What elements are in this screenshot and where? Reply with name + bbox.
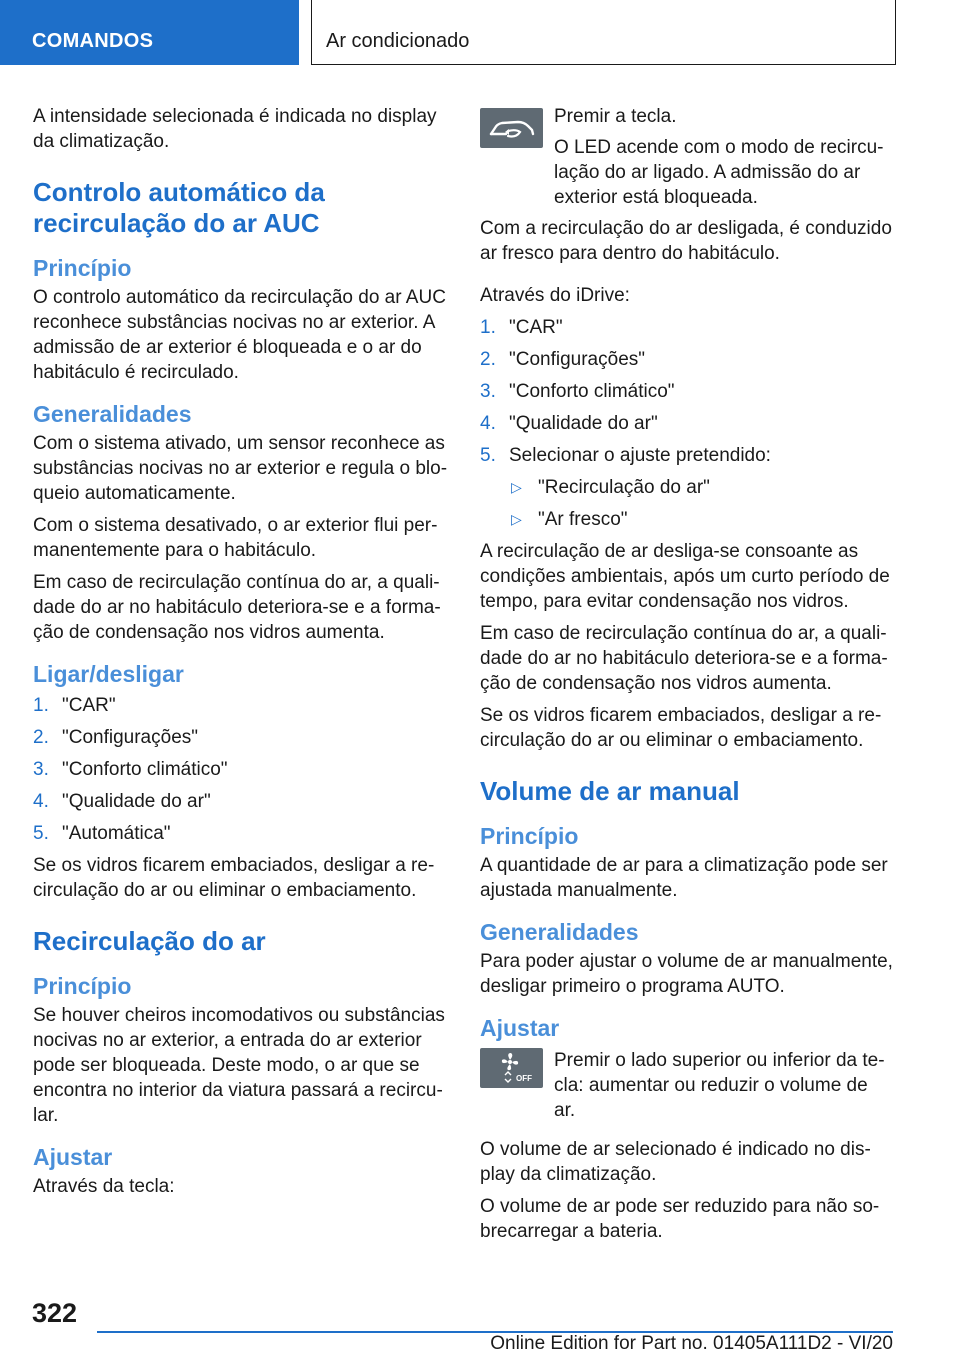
paragraph: Em caso de recirculação contínua do ar, a qualidade do ar no habitáculo deteriora-se e a formação de condensação nos vidros aumenta. xyxy=(480,623,888,694)
sub-options-list xyxy=(509,475,894,532)
fan-key-block xyxy=(480,1048,894,1123)
step-number: 3. xyxy=(480,381,496,402)
step-number: 4. xyxy=(33,791,49,812)
triangle-bullet-icon: ▷ xyxy=(511,479,522,495)
step-number: 5. xyxy=(480,445,496,466)
step-number: 2. xyxy=(480,349,496,370)
step-text: "Configurações" xyxy=(509,349,646,370)
step-number: 5. xyxy=(33,823,49,844)
recirculation-key-block xyxy=(480,104,894,210)
paragraph: Com o sistema ativado, um sensor reconhece as substâncias nocivas no ar exterior e regula o bloqueio automaticamente. xyxy=(33,433,448,504)
fan-off-label: OFF xyxy=(516,1074,532,1083)
list-item xyxy=(480,411,894,436)
paragraph: Com o sistema desativado, o ar exterior flui permanentemente para o habitáculo. xyxy=(33,515,438,561)
subheading-principio: Princípio xyxy=(480,823,579,849)
subheading-ligar-desligar: Ligar/desligar xyxy=(33,661,184,687)
list-item xyxy=(33,821,447,846)
step-number: 1. xyxy=(480,317,496,338)
list-item xyxy=(480,347,894,372)
step-text: "CAR" xyxy=(509,317,563,338)
step-number: 4. xyxy=(480,413,496,434)
left-column xyxy=(33,104,447,1206)
chapter-tab xyxy=(311,0,896,65)
paragraph: Se os vidros ficarem embaciados, desligar a recirculação do ar ou eliminar o embaciamento. xyxy=(33,855,435,901)
step-text: "Automática" xyxy=(62,823,171,844)
paragraph: Através do iDrive: xyxy=(480,285,630,306)
fan-button-icon xyxy=(480,1048,543,1088)
step-text: "CAR" xyxy=(62,695,116,716)
right-column xyxy=(480,104,894,1251)
list-item xyxy=(509,507,894,532)
paragraph: Premir a tecla. xyxy=(554,106,677,127)
list-item xyxy=(480,379,894,404)
subheading-principio: Princípio xyxy=(33,255,132,281)
list-item xyxy=(509,475,894,500)
list-item xyxy=(480,315,894,340)
step-number: 2. xyxy=(33,727,49,748)
page-number: 322 xyxy=(32,1298,78,1328)
paragraph: A recirculação de ar desliga-se consoante as condições ambientais, após um curto período de tempo, para evitar condensação nos vidros. xyxy=(480,541,890,612)
option-text: "Recirculação do ar" xyxy=(538,477,710,498)
heading-volume-ar: Volume de ar manual xyxy=(480,776,740,806)
triangle-bullet-icon: ▷ xyxy=(511,511,522,527)
chapter-title: Ar condicionado xyxy=(326,30,470,52)
list-item xyxy=(480,443,894,468)
list-item xyxy=(33,725,447,750)
paragraph: Para poder ajustar o volume de ar manualmente, desligar primeiro o programa AUTO. xyxy=(480,951,893,997)
paragraph: Premir o lado superior ou inferior da tecla: aumentar ou reduzir o volume de ar. xyxy=(554,1050,885,1121)
paragraph: Através da tecla: xyxy=(33,1176,175,1197)
list-item xyxy=(33,789,447,814)
paragraph: Em caso de recirculação contínua do ar, a qualidade do ar no habitáculo deteriora-se e a formação de condensação nos vidros aumenta. xyxy=(33,572,441,643)
list-item xyxy=(33,757,447,782)
step-text: "Qualidade do ar" xyxy=(62,791,211,812)
step-text: Selecionar o ajuste pretendido: xyxy=(509,445,771,466)
paragraph: A quantidade de ar para a climatização pode ser ajustada manualmente. xyxy=(480,855,888,901)
step-text: "Configurações" xyxy=(62,727,199,748)
heading-recirculacao: Recirculação do ar xyxy=(33,926,266,956)
subheading-ajustar: Ajustar xyxy=(480,1015,560,1041)
subheading-generalidades: Generalidades xyxy=(33,401,192,427)
paragraph: O volume de ar pode ser reduzido para não sobrecarregar a bateria. xyxy=(480,1196,880,1242)
list-item xyxy=(33,693,447,718)
paragraph: Se houver cheiros incomodativos ou substâncias nocivas no ar exterior, a entrada do ar exterior pode ser bloqueada. Deste modo, o ar que se encontra no interior da viatura passará a recircular. xyxy=(33,1005,445,1126)
subheading-principio: Princípio xyxy=(33,973,132,999)
paragraph: O volume de ar selecionado é indicado no display da climatização. xyxy=(480,1139,871,1185)
recirculation-button-icon xyxy=(480,108,543,148)
paragraph: O LED acende com o modo de recirculação do ar ligado. A admissão do ar exterior está bloqueada. xyxy=(554,137,884,208)
step-number: 3. xyxy=(33,759,49,780)
subheading-generalidades: Generalidades xyxy=(480,919,639,945)
step-number: 1. xyxy=(33,695,49,716)
option-text: "Ar fresco" xyxy=(538,509,628,530)
paragraph: Se os vidros ficarem embaciados, desligar a recirculação do ar ou eliminar o embaciamento. xyxy=(480,705,882,751)
paragraph: O controlo automático da recirculação do ar AUC reconhece substâncias nocivas no ar exterior. A admissão de ar exterior é bloqueada e o ar do habitáculo é recirculado. xyxy=(33,287,446,383)
subheading-ajustar: Ajustar xyxy=(33,1144,113,1170)
step-text: "Conforto climático" xyxy=(62,759,228,780)
section-tab xyxy=(0,0,299,65)
footer-edition: Online Edition for Part no. 01405A111D2 - VI/20 xyxy=(490,1333,893,1354)
step-text: "Qualidade do ar" xyxy=(509,413,658,434)
paragraph: Com a recirculação do ar desligada, é conduzido ar fresco para dentro do habitáculo. xyxy=(480,218,892,264)
heading-auc: Controlo automático da recirculação do ar AUC xyxy=(33,177,325,238)
steps-list xyxy=(33,693,447,846)
steps-list xyxy=(480,315,894,468)
intro-paragraph: A intensidade selecionada é indicada no display da climatização. xyxy=(33,106,437,152)
section-title: COMANDOS xyxy=(32,30,154,52)
step-text: "Conforto climático" xyxy=(509,381,675,402)
